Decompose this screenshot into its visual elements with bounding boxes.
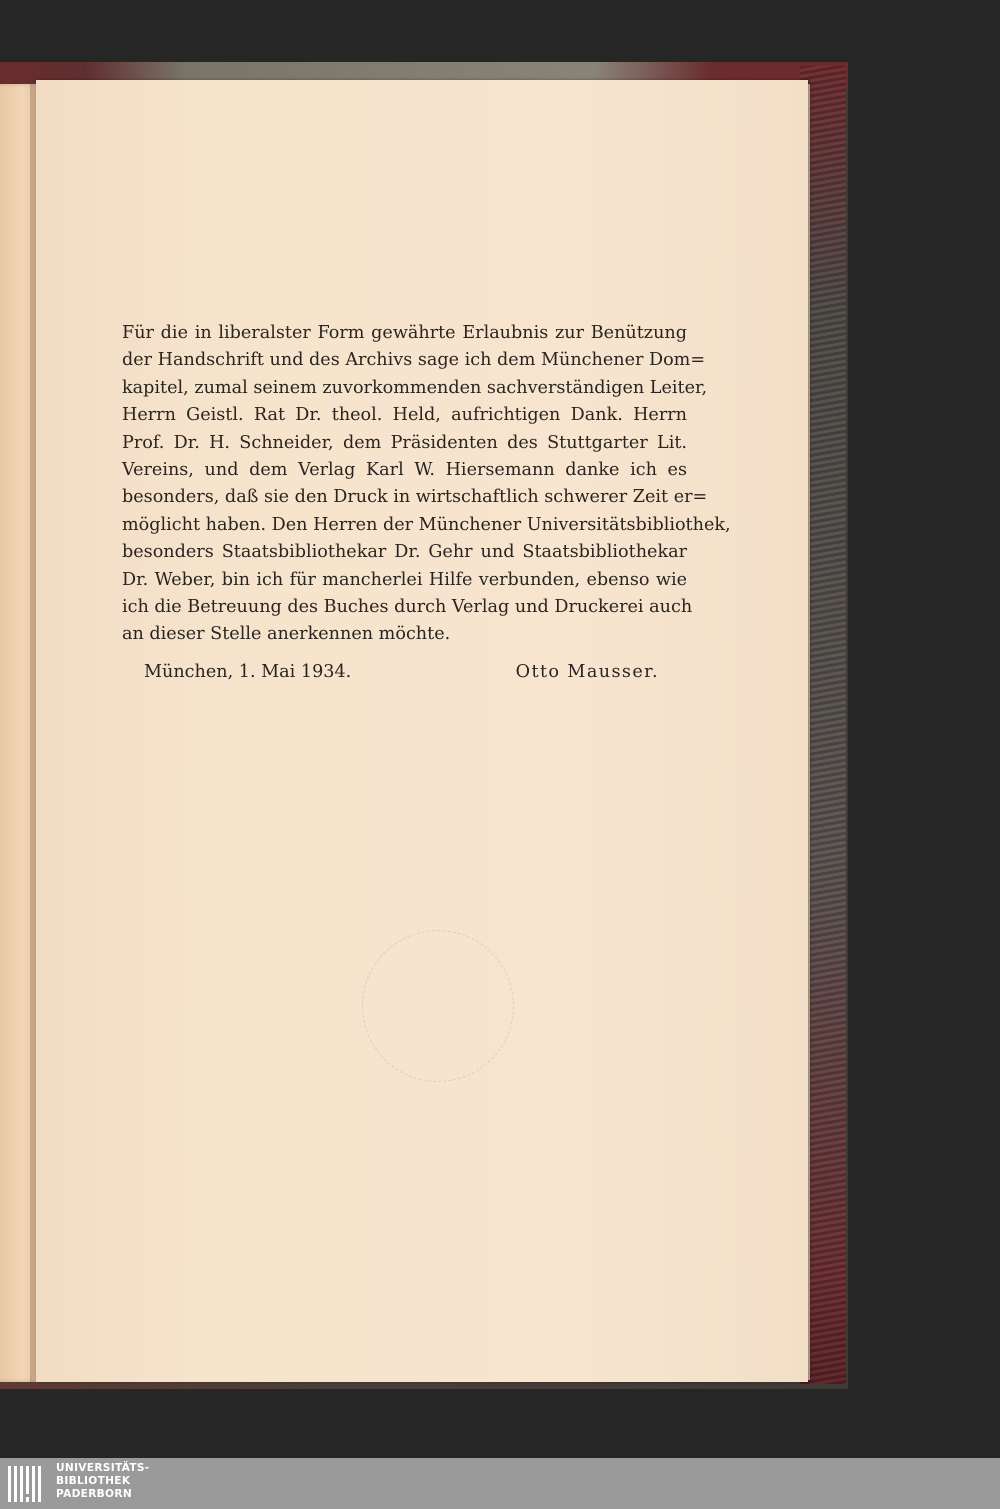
author-name: Otto Mausser.: [515, 662, 659, 682]
paragraph-line: ich die Betreuung des Buches durch Verlag und Druckerei auch: [122, 596, 693, 617]
paragraph-line: Prof. Dr. H. Schneider, dem Präsidenten des Stuttgarter Lit.: [122, 432, 687, 453]
library-footer-bar: [0, 1458, 1000, 1509]
library-logo-icon: [6, 1463, 48, 1505]
library-name-line: PADERBORN: [56, 1488, 132, 1500]
acknowledgement-paragraph: [122, 320, 731, 649]
paragraph-line: kapitel, zumal seinem zuvorkommenden sachverständigen Leiter,: [122, 377, 708, 398]
paragraph-line: an dieser Stelle anerkennen möchte.: [122, 624, 451, 645]
paragraph-line: Dr. Weber, bin ich für mancherlei Hilfe verbunden, ebenso wie: [122, 569, 687, 590]
paragraph-line: Vereins, und dem Verlag Karl W. Hiersemann danke ich es: [122, 459, 687, 480]
library-name-line: BIBLIOTHEK: [56, 1475, 131, 1487]
paragraph-line: Für die in liberalster Form gewährte Erlaubnis zur Benützung: [122, 323, 687, 343]
faint-library-stamp: [362, 930, 514, 1082]
paragraph-line: besonders, daß sie den Druck in wirtschaftlich schwerer Zeit er=: [122, 487, 708, 508]
paragraph-line: möglicht haben. Den Herren der Münchener Universitätsbibliothek,: [122, 514, 731, 535]
paragraph-line: Herrn Geistl. Rat Dr. theol. Held, aufrichtigen Dank. Herrn: [122, 405, 687, 426]
right-page: [36, 80, 808, 1382]
paragraph-line: der Handschrift und des Archivs sage ich dem Münchener Dom=: [122, 350, 706, 371]
library-name-line: UNIVERSITÄTS-: [56, 1462, 150, 1474]
place-date: München, 1. Mai 1934.: [144, 662, 352, 682]
signature-row: [144, 662, 659, 682]
paragraph-line: besonders Staatsbibliothekar Dr. Gehr und Staatsbibliothekar: [122, 542, 687, 563]
library-name: [56, 1462, 150, 1501]
